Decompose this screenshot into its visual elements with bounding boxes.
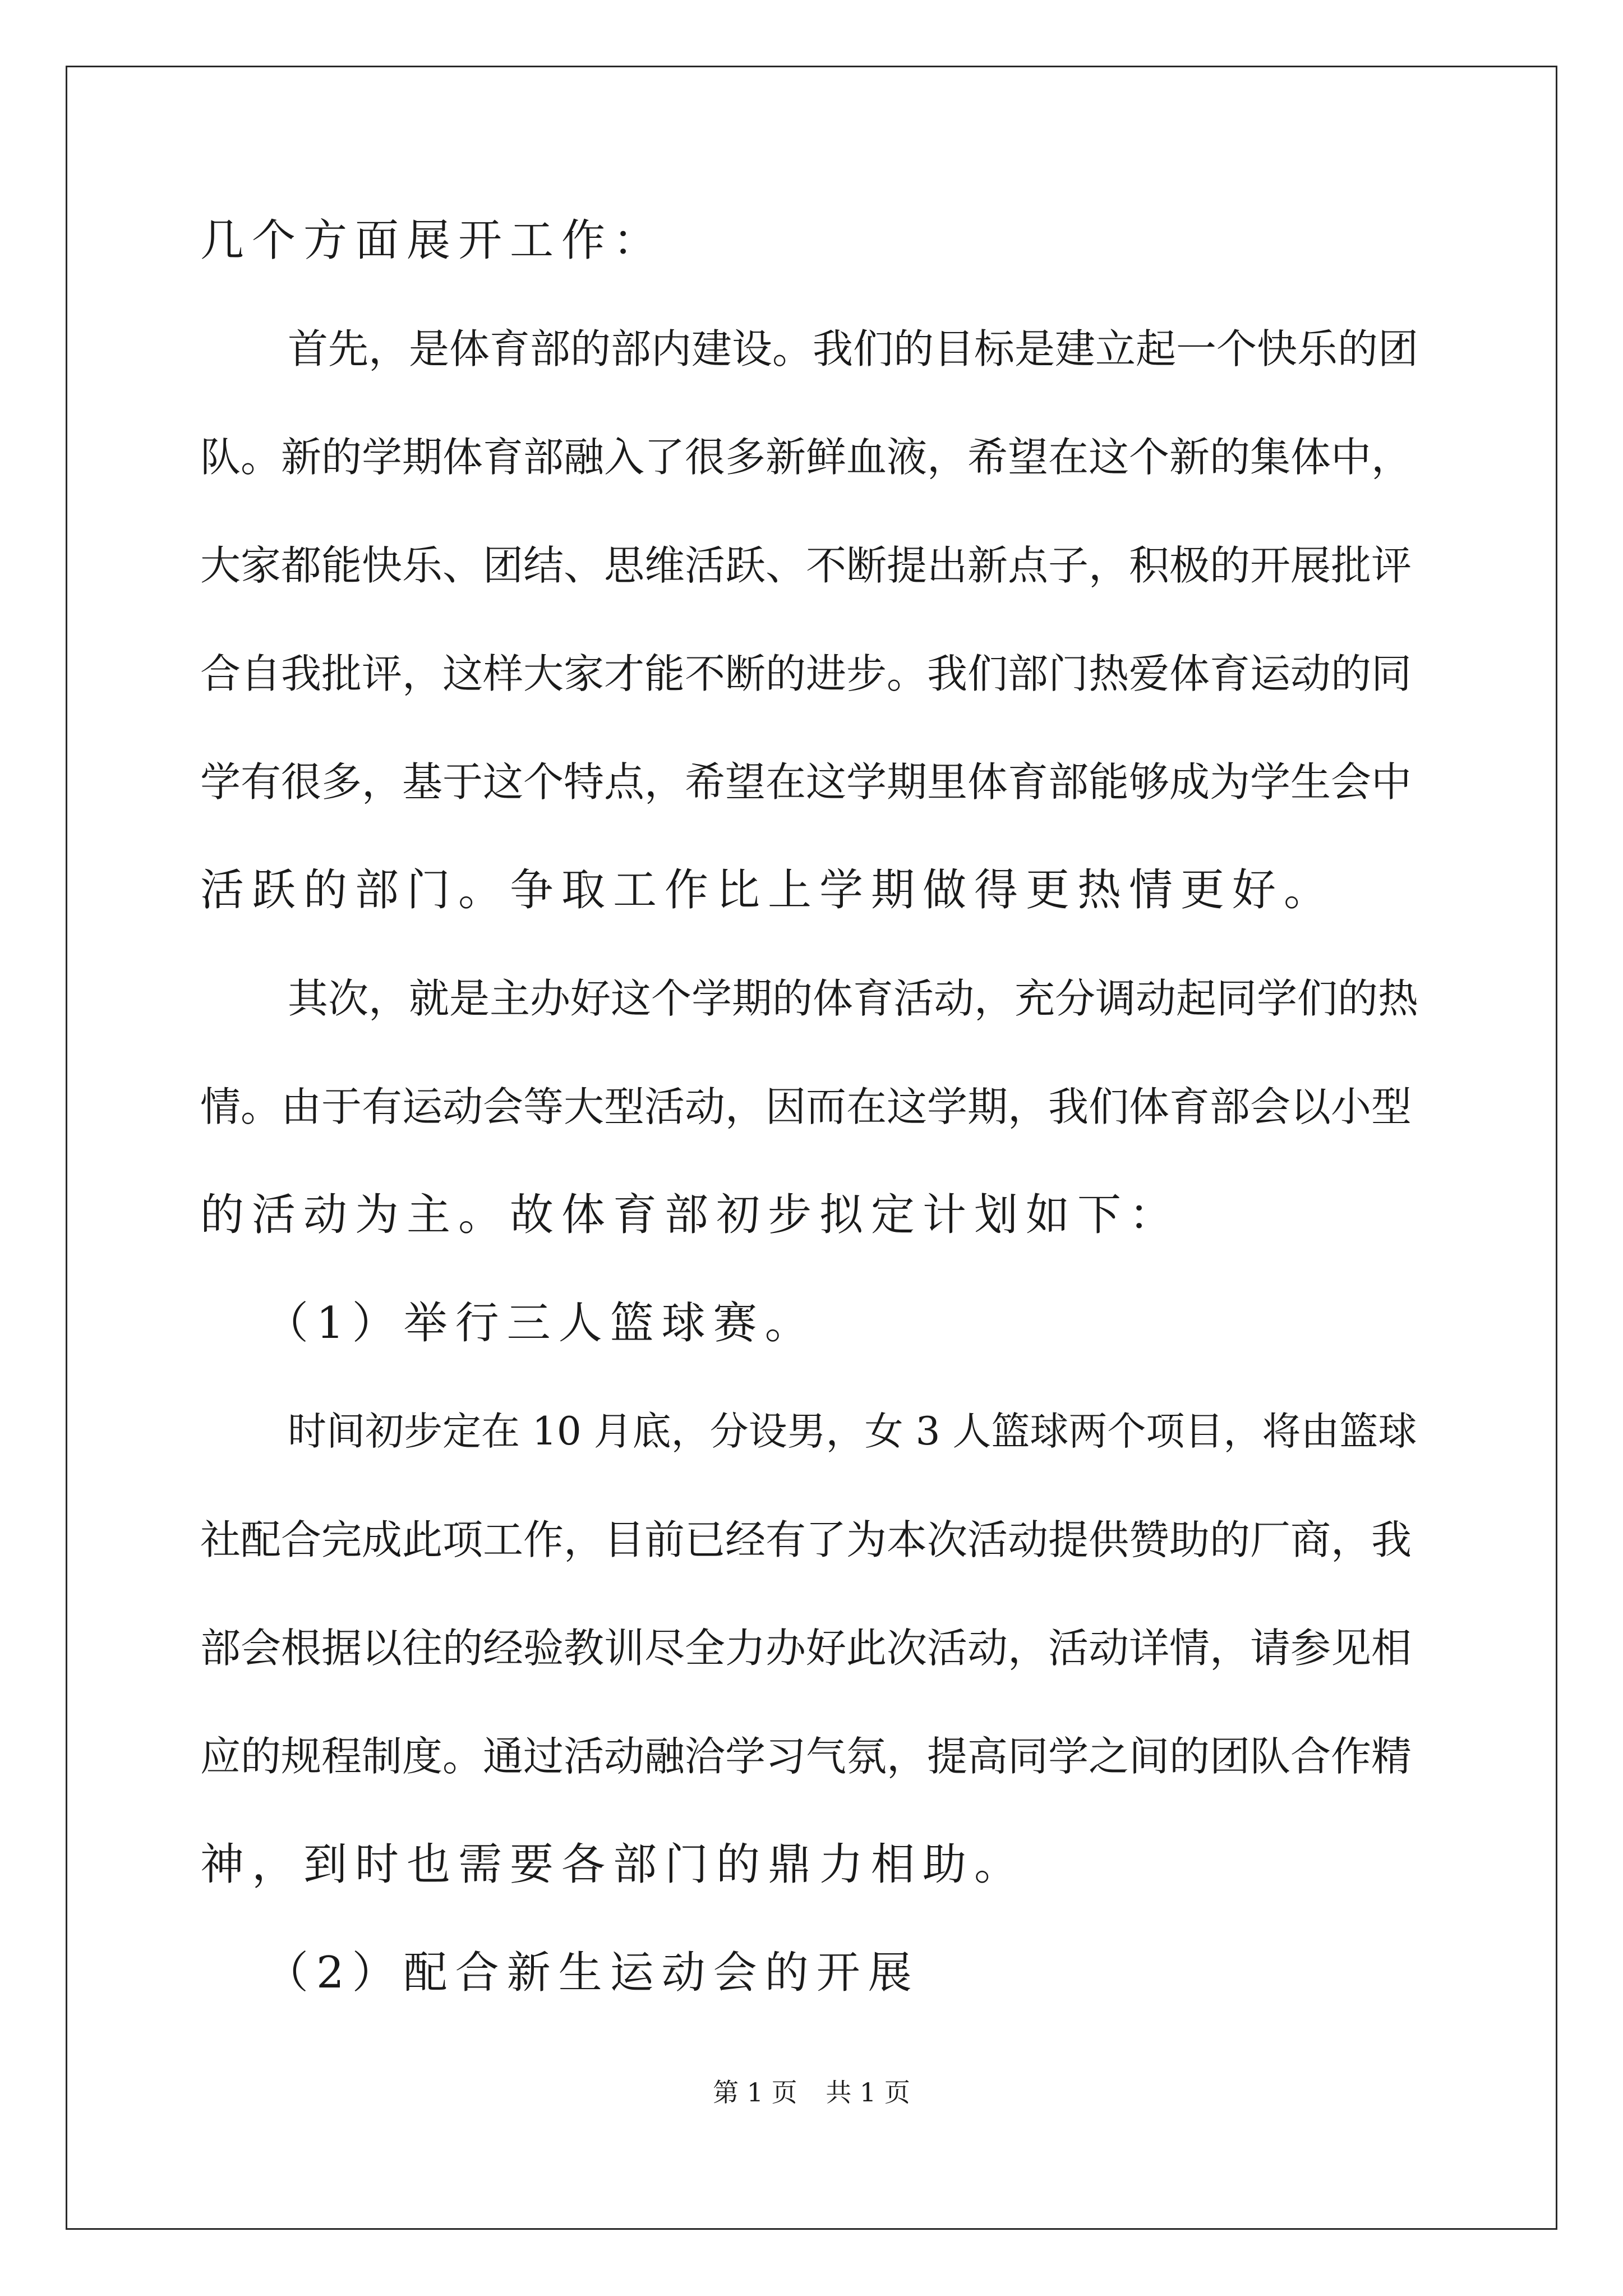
paragraph-line: 社配合完成此项工作，目前已经有了为本次活动提供赞助的厂商，我 (200, 1516, 1412, 1563)
paragraph-line: 首先，是体育部的部内建设。我们的目标是建立起一个快乐的团 (288, 325, 1419, 372)
paragraph-line: 时间初步定在 10 月底，分设男，女 3 人篮球两个项目，将由篮球 (288, 1409, 1417, 1454)
paragraph-line: 情。由于有运动会等大型活动，因而在这学期，我们体育部会以小型 (200, 1083, 1412, 1130)
paragraph-line: 神，到时也需要各部门的鼎力相助。 (200, 1839, 1026, 1890)
list-item-heading: （2）配合新生运动会的开展 (265, 1948, 920, 1998)
page-number: 第 1 页 (713, 2077, 797, 2108)
paragraph-line: 部会根据以往的经验教训尽全力办好此次活动，活动详情，请参见相 (200, 1625, 1412, 1672)
paragraph-line: 活跃的部门。争取工作比上学期做得更热情更好。 (200, 865, 1336, 915)
paragraph-line: 几个方面展开工作： (200, 215, 665, 266)
paragraph-line: 应的规程制度。通过活动融洽学习气氛，提高同学之间的团队合作精 (200, 1733, 1412, 1780)
page-footer (0, 2076, 1623, 2109)
paragraph-line: 的活动为主。故体育部初步拟定计划如下： (200, 1190, 1181, 1240)
list-item-heading: （1）举行三人篮球赛。 (265, 1298, 817, 1349)
document-body (200, 215, 1423, 2059)
paragraph-line: 其次，就是主办好这个学期的体育活动，充分调动起同学们的热 (288, 975, 1419, 1022)
paragraph-line: 学有很多，基于这个特点，希望在这学期里体育部能够成为学生会中 (200, 758, 1412, 806)
page-total: 共 1 页 (826, 2077, 910, 2108)
paragraph-line: 队。新的学期体育部融入了很多新鲜血液，希望在这个新的集体中， (200, 434, 1412, 481)
paragraph-line: 大家都能快乐、团结、思维活跃、不断提出新点子，积极的开展批评 (200, 542, 1412, 589)
paragraph-line: 合自我批评，这样大家才能不断的进步。我们部门热爱体育运动的同 (200, 650, 1412, 697)
